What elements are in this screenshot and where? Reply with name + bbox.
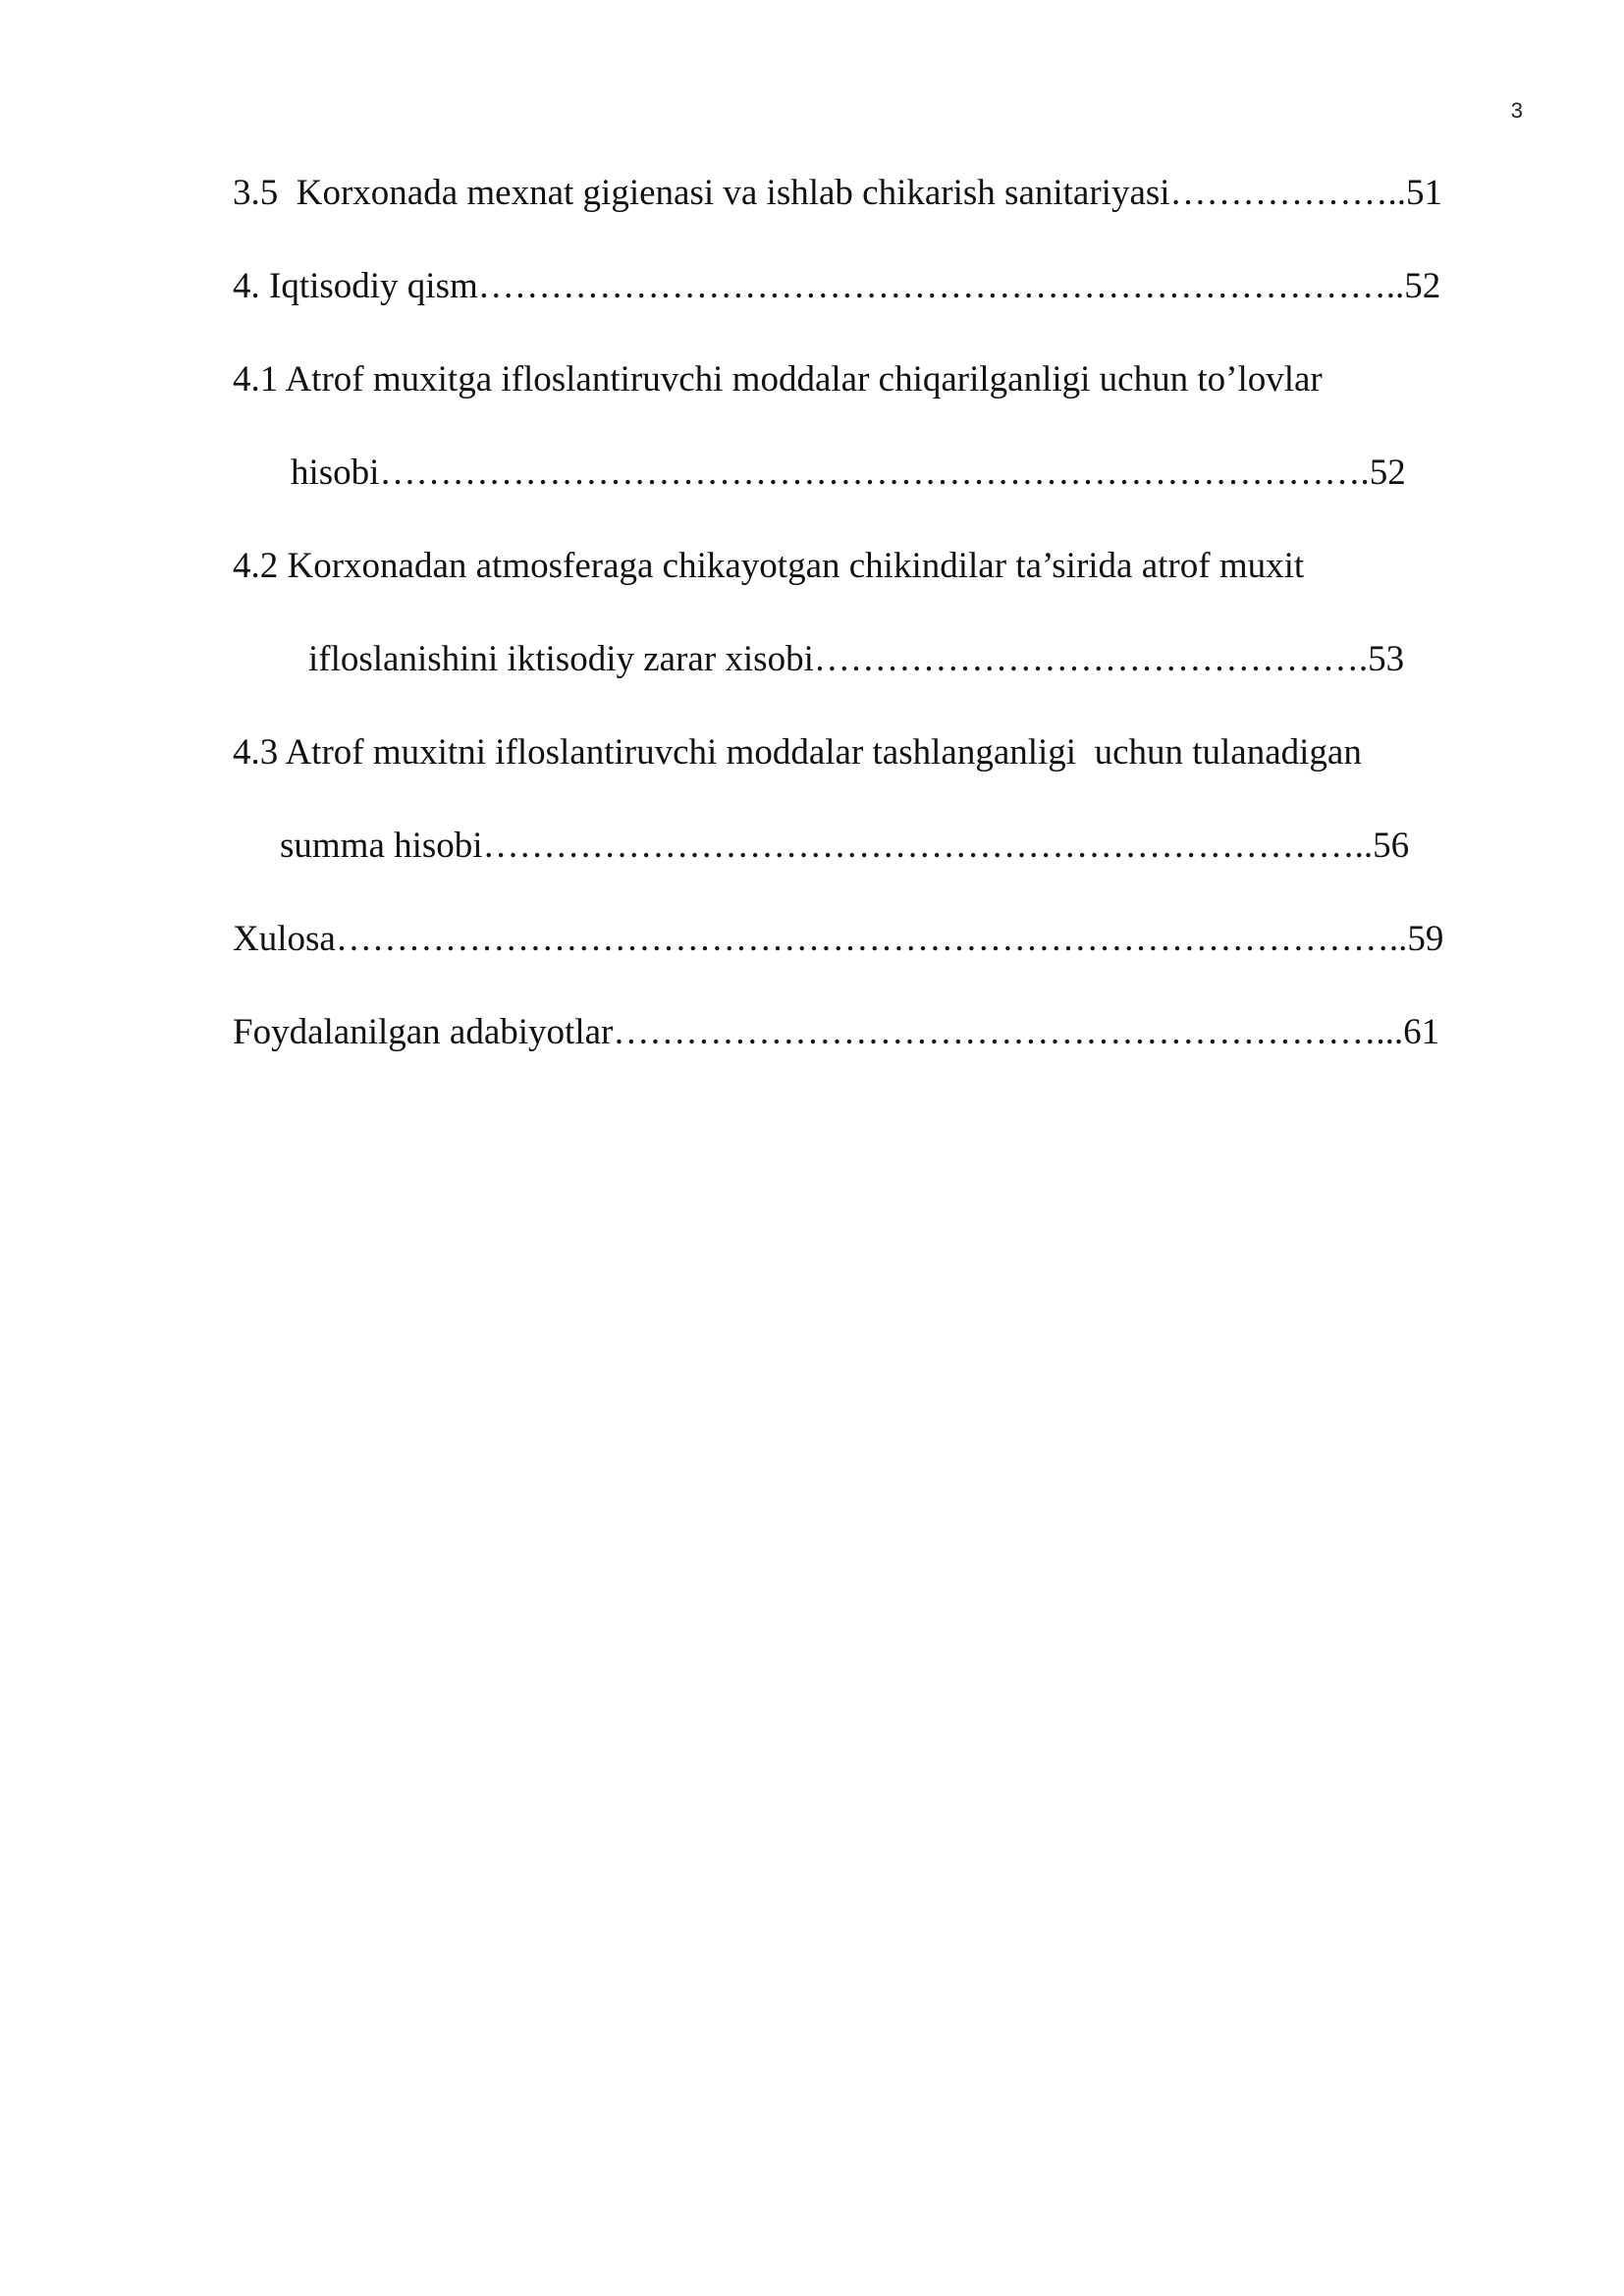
toc-entry-xulosa: Xulosa……………………………………………………………………………..59 [233,919,1444,959]
toc-entry-4-1-cont: hisobi……………………………………………………………………….52 [291,453,1406,493]
toc-entry-4-2: 4.2 Korxonadan atmosferaga chikayotgan chikindilar ta’sirida atrof muxit [233,546,1305,586]
toc-entry-4: 4. Iqtisodiy qism…………………………………………………………………..52 [233,266,1441,306]
toc-entry-4-3: 4.3 Atrof muxitni ifloslantiruvchi moddalar tashlanganligi uchun tulanadigan [233,732,1362,773]
page-number: 3 [1510,98,1523,123]
toc-entry-4-3-cont: summa hisobi………………………………………………………………..56 [280,826,1410,866]
toc-entry-4-1: 4.1 Atrof muxitga ifloslantiruvchi moddalar chiqarilganligi uchun to’lovlar [233,359,1323,400]
toc-entry-4-2-cont: ifloslanishini iktisodiy zarar xisobi……………………………………….53 [308,639,1405,679]
toc-entry-adabiyotlar: Foydalanilgan adabiyotlar………………………………………………………...61 [233,1012,1440,1052]
toc-entry-3-5: 3.5 Korxonada mexnat gigienasi va ishlab chikarish sanitariyasi………………..51 [233,173,1443,213]
